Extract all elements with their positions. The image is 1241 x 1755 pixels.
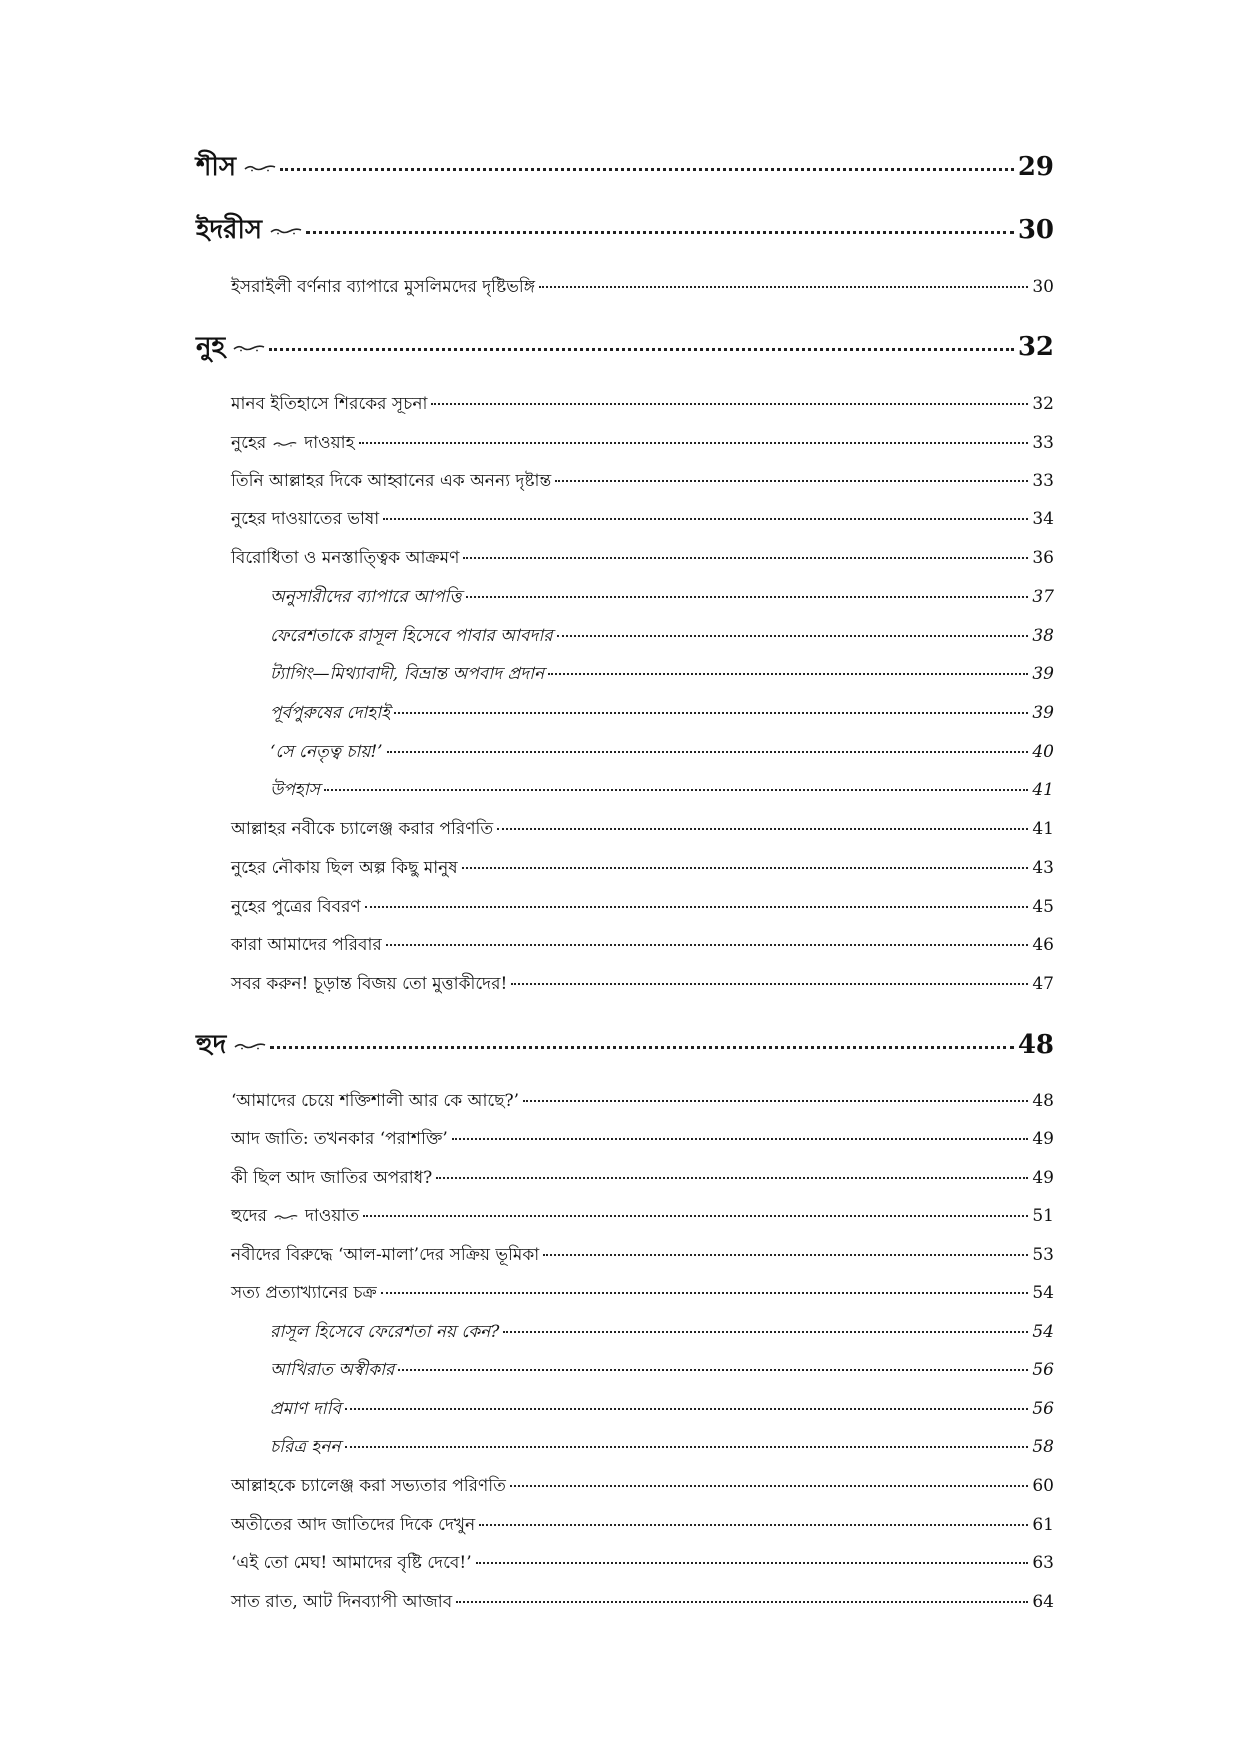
- page-number: 32: [1017, 332, 1054, 362]
- toc-entry-title: [270, 1319, 499, 1347]
- dot-leader: [431, 403, 1028, 405]
- page-number: 48: [1017, 1030, 1054, 1060]
- toc-entry-title: [270, 584, 462, 612]
- dot-leader: [270, 1046, 1014, 1049]
- toc-entry-title-text: নুহের নৌকায় ছিল অল্প কিছু মানুষ: [231, 858, 458, 878]
- toc-entry-h3[interactable]: [270, 700, 1054, 728]
- toc-entry-title: [231, 1088, 519, 1116]
- page-number: 38: [1032, 626, 1054, 646]
- toc-entry-title-text: উপহাস: [270, 780, 320, 800]
- page-number: 47: [1032, 974, 1054, 994]
- toc-entry-h2[interactable]: [231, 1242, 1054, 1270]
- toc-entry-title-text: আদ জাতি: তখনকার ‘পরাশক্তি’: [231, 1129, 448, 1149]
- page-number: 41: [1032, 819, 1054, 839]
- toc-entry-h1[interactable]: [196, 146, 1054, 190]
- toc-entry-title-text: নুহের দাওয়াতের ভাষা: [231, 509, 380, 529]
- dot-leader: [359, 442, 1029, 444]
- dot-leader: [539, 286, 1028, 288]
- toc-entry-title-text: হুদ: [196, 1030, 227, 1060]
- dot-leader: [452, 1138, 1029, 1140]
- toc-entry-title: [231, 1589, 452, 1617]
- dot-leader: [543, 1254, 1028, 1256]
- toc-entry-h2[interactable]: [231, 1126, 1054, 1154]
- dot-leader: [394, 712, 1028, 714]
- dot-leader: [436, 1177, 1028, 1179]
- toc-entry-h3[interactable]: [270, 739, 1054, 767]
- toc-entry-title-text: সাত রাত, আট দিনব্যাপী আজাব: [231, 1592, 453, 1612]
- toc-entry-title: [231, 971, 507, 999]
- toc-entry-title: [270, 1434, 341, 1462]
- honorific-calligraphy-icon: [273, 1214, 299, 1220]
- page-number: 63: [1032, 1553, 1054, 1573]
- toc-entry-h3[interactable]: [270, 623, 1054, 651]
- dot-leader: [476, 1562, 1029, 1564]
- toc-entry-title-text: সত্য প্রত্যাখ্যানের চক্র: [231, 1283, 377, 1303]
- toc-entry-title-text: শীস: [196, 152, 236, 182]
- toc-entry-h2[interactable]: [231, 274, 1054, 302]
- page-number: 51: [1032, 1206, 1054, 1226]
- page-number: 30: [1017, 215, 1054, 245]
- page-number: 41: [1032, 780, 1054, 800]
- toc-entry-title: [231, 855, 458, 883]
- dot-leader: [511, 983, 1028, 985]
- dot-leader: [523, 1100, 1028, 1102]
- dot-leader: [555, 480, 1028, 482]
- toc-entry-title-text: ট্যাগিং—মিথ্যাবাদী, বিভ্রান্ত অপবাদ প্রদান: [270, 664, 545, 684]
- toc-entry-title: [196, 326, 265, 370]
- toc-entry-title: [270, 700, 390, 728]
- toc-entry-title: [231, 506, 379, 534]
- toc-entry-title: [231, 1126, 448, 1154]
- toc-entry-h2[interactable]: [231, 1280, 1054, 1308]
- page-number: 45: [1032, 897, 1054, 917]
- page-number: 64: [1032, 1592, 1054, 1612]
- toc-entry-title: [231, 391, 427, 419]
- toc-entry-title-text: আখিরাত অস্বীকার: [270, 1360, 395, 1380]
- toc-entry-title-text: ‘সে নেতৃত্ব চায়!’: [270, 742, 383, 762]
- dot-leader: [466, 596, 1029, 598]
- toc-entry-title: [231, 1512, 475, 1540]
- toc-entry-title: [270, 1396, 341, 1424]
- toc-entry-title: [231, 1242, 539, 1270]
- dot-leader: [345, 1446, 1029, 1448]
- toc-entry-title: [231, 1473, 506, 1501]
- toc-entry-h2[interactable]: [231, 971, 1054, 999]
- toc-entry-title-text: আল্লাহকে চ্যালেঞ্জ করা সভ্যতার পরিণতি: [231, 1476, 506, 1496]
- toc-entry-title: [196, 146, 276, 190]
- toc-entry-h2[interactable]: [231, 932, 1054, 960]
- toc-entry-title: [231, 1550, 472, 1578]
- page-number: 40: [1032, 742, 1054, 762]
- page-number: 56: [1032, 1360, 1054, 1380]
- honorific-calligraphy-icon: [244, 164, 276, 172]
- dot-leader: [324, 789, 1028, 791]
- dot-leader: [306, 231, 1014, 234]
- toc-entry-title-suffix: দাওয়াত: [304, 1206, 360, 1226]
- page-number: 48: [1032, 1091, 1054, 1111]
- page-number: 36: [1032, 548, 1054, 568]
- dot-leader: [479, 1524, 1028, 1526]
- toc-entry-title: [231, 816, 493, 844]
- honorific-calligraphy-icon: [272, 441, 298, 447]
- toc-entry-title-text: সবর করুন! চূড়ান্ত বিজয় তো মুত্তাকীদের!: [231, 974, 508, 994]
- toc-entry-title-text: নুহের: [231, 433, 267, 453]
- toc-entry-h2[interactable]: [231, 1203, 1054, 1231]
- toc-entry-title: [196, 209, 302, 253]
- page-number: 53: [1032, 1245, 1054, 1265]
- toc-entry-h3[interactable]: [270, 1434, 1054, 1462]
- toc-entry-h1[interactable]: [196, 1024, 1054, 1068]
- toc-entry-h2[interactable]: [231, 1165, 1054, 1193]
- page-number: 49: [1032, 1168, 1054, 1188]
- dot-leader: [398, 1369, 1028, 1371]
- toc-entry-title: [231, 1280, 377, 1308]
- toc-entry-h3[interactable]: [270, 1319, 1054, 1347]
- toc-entry-title-text: বিরোধিতা ও মনস্তাত্ত্বিক আক্রমণ: [231, 548, 460, 568]
- toc-entry-h3[interactable]: [270, 661, 1054, 689]
- toc-entry-title: [231, 468, 551, 496]
- toc-entry-h2[interactable]: [231, 816, 1054, 844]
- dot-leader: [463, 557, 1028, 559]
- page-number: 37: [1032, 587, 1054, 607]
- toc-entry-title: [231, 430, 355, 458]
- dot-leader: [363, 1215, 1028, 1217]
- dot-leader: [269, 348, 1014, 351]
- dot-leader: [510, 1485, 1028, 1487]
- toc-entry-h1[interactable]: [196, 326, 1054, 370]
- toc-entry-title: [231, 1203, 359, 1231]
- page-number: 54: [1032, 1322, 1054, 1342]
- dot-leader: [497, 828, 1028, 830]
- toc-entry-h3[interactable]: [270, 1357, 1054, 1385]
- toc-entry-h3[interactable]: [270, 1396, 1054, 1424]
- toc-entry-title: [231, 894, 361, 922]
- dot-leader: [386, 944, 1029, 946]
- toc-entry-h3[interactable]: [270, 584, 1054, 612]
- page-number: 39: [1032, 703, 1054, 723]
- toc-entry-title-suffix: দাওয়াহ: [304, 433, 355, 453]
- page-number: 43: [1032, 858, 1054, 878]
- toc-entry-title-text: কারা আমাদের পরিবার: [231, 935, 382, 955]
- toc-entry-title-text: নবীদের বিরুদ্ধে ‘আল-মালা’দের সক্রিয় ভূমিকা: [231, 1245, 540, 1265]
- toc-entry-h2[interactable]: [231, 1473, 1054, 1501]
- toc-entry-title-text: পূর্বপুরুষের দোহাই: [270, 703, 391, 723]
- toc-entry-title-text: মানব ইতিহাসে শিরকের সূচনা: [231, 394, 428, 414]
- dot-leader: [503, 1331, 1028, 1333]
- page-number: 46: [1032, 935, 1054, 955]
- toc-entry-title-text: ‘আমাদের চেয়ে শক্তিশালী আর কে আছে?’: [231, 1091, 520, 1111]
- page-number: 34: [1032, 509, 1054, 529]
- dot-leader: [456, 1601, 1028, 1603]
- toc-entry-title: [231, 932, 382, 960]
- toc-entry-title-text: চরিত্র হনন: [270, 1437, 341, 1457]
- page-number: 60: [1032, 1476, 1054, 1496]
- toc-entry-title: [270, 739, 383, 767]
- toc-entry-title-text: রাসূল হিসেবে ফেরেশতা নয় কেন?: [270, 1322, 500, 1342]
- toc-entry-h2[interactable]: [231, 545, 1054, 573]
- page-number: 33: [1032, 471, 1054, 491]
- honorific-calligraphy-icon: [233, 344, 265, 352]
- toc-entry-title: [270, 661, 544, 689]
- toc-entry-title-text: অতীতের আদ জাতিদের দিকে দেখুন: [231, 1515, 476, 1535]
- toc-entry-h2[interactable]: [231, 506, 1054, 534]
- toc-entry-h2[interactable]: [231, 1550, 1054, 1578]
- toc-entry-h2[interactable]: [231, 430, 1054, 458]
- toc-entry-title: [231, 274, 535, 302]
- toc-entry-title: [270, 777, 320, 805]
- toc-entry-h2[interactable]: [231, 1088, 1054, 1116]
- toc-entry-title-text: হুদের: [231, 1206, 267, 1226]
- dot-leader: [462, 867, 1029, 869]
- page-number: 56: [1032, 1399, 1054, 1419]
- dot-leader: [557, 635, 1029, 637]
- toc-entry-title: [270, 623, 553, 651]
- dot-leader: [345, 1408, 1028, 1410]
- page-number: 58: [1032, 1437, 1054, 1457]
- toc-entry-h2[interactable]: [231, 1589, 1054, 1617]
- toc-entry-title-text: অনুসারীদের ব্যাপারে আপত্তি: [270, 587, 462, 607]
- toc-entry-title-text: তিনি আল্লাহর দিকে আহ্বানের এক অনন্য দৃষ্টান্ত: [231, 471, 552, 491]
- toc-entry-title-text: আল্লাহর নবীকে চ্যালেঞ্জ করার পরিণতি: [231, 819, 494, 839]
- toc-entry-h2[interactable]: [231, 1512, 1054, 1540]
- toc-entry-title-text: নুহ: [196, 332, 226, 362]
- toc-entry-title-text: ফেরেশতাকে রাসূল হিসেবে পাবার আবদার: [270, 626, 553, 646]
- toc-entry-title-text: ইসরাইলী বর্ণনার ব্যাপারে মুসলিমদের দৃষ্টিভঙ্গি: [231, 277, 536, 297]
- dot-leader: [548, 673, 1028, 675]
- toc-entry-h2[interactable]: [231, 391, 1054, 419]
- honorific-calligraphy-icon: [234, 1042, 266, 1050]
- page-number: 54: [1032, 1283, 1054, 1303]
- dot-leader: [387, 751, 1029, 753]
- toc-entry-h3[interactable]: [270, 777, 1054, 805]
- page-number: 33: [1032, 433, 1054, 453]
- page-number: 32: [1032, 394, 1054, 414]
- toc-entry-title-text: ‘এই তো মেঘ! আমাদের বৃষ্টি দেবে!’: [231, 1553, 472, 1573]
- toc-entry-h2[interactable]: [231, 468, 1054, 496]
- toc-entry-title: [270, 1357, 394, 1385]
- toc-entry-title-text: নুহের পুত্রের বিবরণ: [231, 897, 361, 917]
- toc-entry-title: [231, 1165, 432, 1193]
- toc-entry-title: [196, 1024, 266, 1068]
- dot-leader: [365, 906, 1029, 908]
- page-number: 29: [1017, 152, 1054, 182]
- dot-leader: [381, 1292, 1029, 1294]
- dot-leader: [280, 168, 1014, 171]
- toc-entry-title-text: ইদরীস: [196, 215, 263, 245]
- honorific-calligraphy-icon: [270, 227, 302, 235]
- page-number: 30: [1032, 277, 1054, 297]
- page-number: 39: [1032, 664, 1054, 684]
- toc-entry-h1[interactable]: [196, 209, 1054, 253]
- toc-entry-title-text: প্রমাণ দাবি: [270, 1399, 341, 1419]
- toc-entry-title-text: কী ছিল আদ জাতির অপরাধ?: [231, 1168, 433, 1188]
- page-number: 61: [1032, 1515, 1054, 1535]
- dot-leader: [383, 518, 1028, 520]
- page-number: 49: [1032, 1129, 1054, 1149]
- toc-entry-h2[interactable]: [231, 855, 1054, 883]
- toc-entry-title: [231, 545, 459, 573]
- toc-entry-h2[interactable]: [231, 894, 1054, 922]
